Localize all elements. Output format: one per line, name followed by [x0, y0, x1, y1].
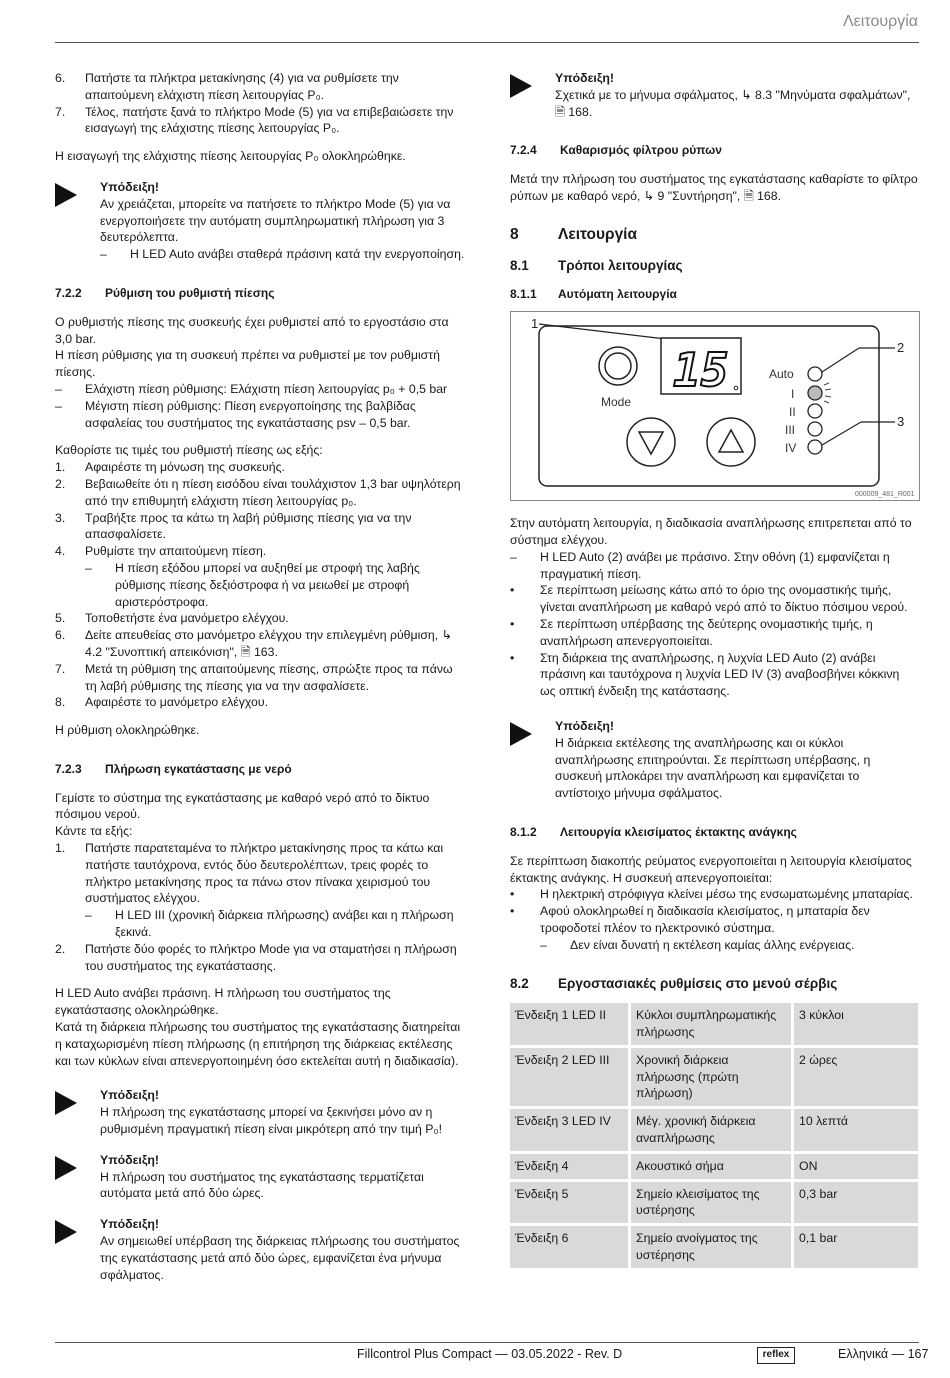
- list-item: 2. Βεβαιωθείτε ότι η πίεση εισόδου είναι τουλάχιστον 1,3 bar υψηλότερη από την επιθυμητή ελάχιστη πίεση λειτουργίας p₀.: [55, 476, 461, 508]
- reflex-logo: reflex: [757, 1347, 795, 1364]
- paragraph: Η LED Auto ανάβει πράσινη. Η πλήρωση του συστήματος της εγκατάστασης ολοκληρώθηκε.: [55, 986, 391, 1018]
- note-title: Υπόδειξη!: [100, 1152, 159, 1167]
- down-button: [627, 418, 675, 466]
- footer-rule: [55, 1342, 919, 1343]
- table-row: [510, 1182, 918, 1224]
- list-item: – Η πίεση εξόδου μπορεί να αυξηθεί με στροφή της λαβής ρύθμισης πίεσης δεξιόστροφα ή να μειωθεί με στροφή αριστερόστροφα.: [85, 560, 420, 609]
- arrow-icon: [510, 70, 555, 120]
- note-box: [510, 718, 918, 802]
- paragraph: Στην αυτόματη λειτουργία, η διαδικασία αναπλήρωσης επιτρεπεται από το σύστημα ελέγχου.: [510, 516, 912, 547]
- list-item: • Σε περίπτωση υπέρβασης της δεύτερης ονομαστικής τιμής, η αναπλήρωση απενεργοποιείται.: [510, 616, 873, 648]
- table-cell: Κύκλοι συμπληρωματικής πλήρωσης: [631, 1003, 791, 1045]
- note-title: Υπόδειξη!: [100, 179, 159, 194]
- table-cell: Χρονική διάρκεια πλήρωσης (πρώτη πλήρωση): [631, 1048, 791, 1106]
- footer-document: Fillcontrol Plus Compact — 03.05.2022 - Rev. D: [357, 1347, 623, 1361]
- section-heading: 7.2.4 Καθαρισμός φίλτρου ρύπων: [510, 143, 722, 158]
- table-row: [510, 1003, 918, 1045]
- section-heading: 7.2.2 Ρύθμιση του ρυθμιστή πίεσης: [55, 285, 275, 300]
- arrow-icon: [55, 179, 100, 263]
- section-heading: 8.1 Τρόποι λειτουργίας: [510, 257, 683, 273]
- led-auto: [808, 367, 822, 381]
- callout-2: 2: [897, 340, 905, 356]
- list-item: 7. Τέλος, πατήστε ξανά το πλήκτρο Mode (5) για να επιβεβαιώσετε την εισαγωγή της ελάχιστης πίεσης λειτουργίας P₀.: [55, 104, 454, 136]
- service-settings-table: [507, 1000, 921, 1271]
- running-header: Λειτουργία: [842, 13, 918, 30]
- table-cell: 10 λεπτά: [794, 1109, 918, 1151]
- list-item: – Η LED Auto (2) ανάβει με πράσινο. Στην οθόνη (1) εμφανίζεται η πραγματική πίεση.: [510, 549, 890, 581]
- control-panel-figure: [510, 311, 920, 501]
- list-item: 1. Αφαιρέστε τη μόνωση της συσκευής.: [55, 460, 285, 475]
- table-cell: Μέγ. χρονική διάρκεια αναπλήρωσης: [631, 1109, 791, 1151]
- note-text: Σχετικά με το μήνυμα σφάλματος, ↳ 8.3 "Μηνύματα σφαλμάτων", 🗎 168.: [555, 87, 911, 119]
- note-text: Αν σημειωθεί υπέρβαση της διάρκειας πλήρωσης του συστήματος της εγκατάστασης μετά από δύο ώρες, εμφανίζεται ένα μήνυμα σφάλματος.: [100, 1234, 460, 1282]
- list-item: 7. Μετά τη ρύθμιση της απαιτούμενης πίεσης, σπρώξτε προς τα πάνω τη λαβή ρύθμισης της πίεσης για να την ασφαλίσετε.: [55, 661, 453, 693]
- header-rule: [55, 42, 919, 43]
- section-heading: 8.2 Εργοστασιακές ρυθμίσεις στο μενού σέρβις: [510, 975, 838, 991]
- table-cell: Σημείο ανοίγματος της υστέρησης: [631, 1226, 791, 1268]
- led-iii: [808, 422, 822, 436]
- table-cell: Ακουστικό σήμα: [631, 1154, 791, 1179]
- mode-label: Mode: [601, 395, 632, 410]
- led-label-auto: Auto: [769, 367, 794, 382]
- lcd-value: 15: [673, 343, 729, 398]
- paragraph: Γεμίστε το σύστημα της εγκατάστασης με καθαρό νερό από το δίκτυο πόσιμου νερού.: [55, 790, 430, 822]
- table-row: [510, 1154, 918, 1179]
- note-title: Υπόδειξη!: [100, 1088, 159, 1103]
- list-item: 4. Ρυθμίστε την απαιτούμενη πίεση.: [55, 544, 267, 559]
- section-heading: 8.1.1 Αυτόματη λειτουργία: [510, 287, 677, 302]
- section-heading: 8.1.2 Λειτουργία κλεισίματος έκτακτης ανάγκης: [510, 824, 797, 839]
- list-item: 8. Αφαιρέστε το μανόμετρο ελέγχου.: [55, 695, 269, 710]
- arrow-icon: [55, 1087, 100, 1137]
- list-item: • Η ηλεκτρική στρόφιγγα κλείνει μέσω της ενσωματωμένης μπαταρίας.: [510, 887, 913, 902]
- table-cell: 2 ώρες: [794, 1048, 918, 1106]
- list-item: • Σε περίπτωση μείωσης κάτω από το όριο της ονομαστικής τιμής, γίνεται αναπλήρωση με καθαρό νερό από το δίκτυο πόσιμου νερού.: [510, 583, 908, 615]
- list-item: • Αφού ολοκληρωθεί η διαδικασία κλεισίματος, η μπαταρία δεν τροφοδοτεί πλέον το ηλεκτρονικό σύστημα.: [510, 904, 870, 935]
- led-i: [808, 386, 822, 400]
- note-text: Η πλήρωση της εγκατάστασης μπορεί να ξεκινήσει μόνο αν η ρυθμισμένη πραγματική πίεση είναι μικρότερη από την τιμή P₀!: [100, 1105, 443, 1137]
- list-item: – Η LED III (χρονική διάρκεια πλήρωσης) ανάβει και η πλήρωση ξεκινά.: [85, 908, 454, 940]
- figure-code: 000009_481_R001: [855, 491, 915, 499]
- list-item: 2. Πατήστε δύο φορές το πλήκτρο Mode για να σταματήσει η πλήρωση του συστήματος της εγκατάστασης.: [55, 941, 457, 973]
- callout-3: 3: [897, 414, 905, 430]
- list-item: • Στη διάρκεια της αναπλήρωσης, η λυχνία LED Auto (2) ανάβει πράσινη και ταυτόχρονα η λυχνία LED IV (3) αναβοσβήνει κόκκινη ως οπτική ένδειξη της κατάστασης.: [510, 650, 900, 699]
- table-cell: Ένδειξη 2 LED III: [510, 1048, 628, 1106]
- note-title: Υπόδειξη!: [100, 1217, 159, 1232]
- table-cell: ON: [794, 1154, 918, 1179]
- led-label-iv: IV: [785, 441, 797, 456]
- table-row: [510, 1109, 918, 1151]
- table-cell: Ένδειξη 1 LED II: [510, 1003, 628, 1045]
- table-cell: Ένδειξη 3 LED IV: [510, 1109, 628, 1151]
- note-box: [55, 1152, 465, 1202]
- table-cell: Ένδειξη 6: [510, 1226, 628, 1268]
- table-cell: Ένδειξη 5: [510, 1182, 628, 1224]
- paragraph: Μετά την πλήρωση του συστήματος της εγκατάστασης καθαρίστε το φίλτρο ρύπων με καθαρό νερό, ↳ 9 "Συντήρηση", 🗎 168.: [510, 172, 918, 203]
- list-item: 1. Πατήστε παρατεταμένα το πλήκτρο μετακίνησης προς τα κάτω και πατήστε ταυτόχρονα, εντός δύο δευτερολέπτων, τρεις φορές το πλήκτρο μετακίνησης προς τα πάνω στον πίνακα χειρισμού του συστήματος ελέγχου.: [55, 841, 444, 906]
- note-sub: Η LED Auto ανάβει σταθερά πράσινη κατά την ενεργοποίηση.: [130, 247, 465, 262]
- arrow-icon: [55, 1216, 100, 1283]
- paragraph: Κάντε τα εξής:: [55, 824, 133, 839]
- note-box: Υπόδειξη! Αν χρειάζεται, μπορείτε να πατήσετε το πλήκτρο Mode (5) για να ενεργοποιήσετε την αυτόματη συμπληρωματική πλήρωση για 3 δευτερόλεπτα. – Η LED Auto ανάβει σταθερά πράσινη κατά την ενεργοποίηση.: [55, 179, 465, 263]
- arrow-icon: [55, 1152, 100, 1202]
- paragraph: Σε περίπτωση διακοπής ρεύματος ενεργοποιείται η λειτουργία κλεισίματος έκτακτης ανάγκης. Η συσκευή απενεργοποιείται:: [510, 853, 912, 885]
- left-column: [55, 70, 465, 1297]
- table-cell: Ένδειξη 4: [510, 1154, 628, 1179]
- table-cell: 0,3 bar: [794, 1182, 918, 1224]
- list-item: 6. Πατήστε τα πλήκτρα μετακίνησης (4) για να ρυθμίσετε την απαιτούμενη ελάχιστη πίεση λειτουργίας P₀.: [55, 71, 399, 102]
- led-label-iii: III: [785, 423, 796, 438]
- list-item: – Ελάχιστη πίεση ρύθμισης: Ελάχιστη πίεση λειτουργίας p₀ + 0,5 bar: [55, 381, 448, 396]
- callout-1: 1: [531, 316, 539, 332]
- list-item: – Δεν είναι δυνατή η εκτέλεση καμίας άλλης ενέργειας.: [540, 937, 855, 952]
- table-cell: 3 κύκλοι: [794, 1003, 918, 1045]
- paragraph: Καθορίστε τις τιμές του ρυθμιστή πίεσης ως εξής:: [55, 443, 323, 458]
- paragraph: Κατά τη διάρκεια πλήρωσης του συστήματος της εγκατάστασης διατηρείται η καταχωρισμένη πίεση πλήρωσης (η επιτήρηση της διάρκειας εκτέλεσης και των κύκλων είναι απενεργοποιημένη όσο εκτελείται αυτή η διαδικασία).: [55, 1020, 461, 1068]
- list-item: 5. Τοποθετήστε ένα μανόμετρο ελέγχου.: [55, 611, 289, 626]
- led-label-ii: II: [789, 405, 796, 420]
- list-item: – Μέγιστη πίεση ρύθμισης: Πίεση ενεργοποίησης της βαλβίδας ασφαλείας του συστήματος της εγκατάστασης psv – 0,5 bar.: [55, 398, 416, 430]
- note-text: Η πλήρωση του συστήματος της εγκατάστασης τερματίζεται αυτόματα μετά από δύο ώρες.: [100, 1169, 424, 1201]
- table-cell: 0,1 bar: [794, 1226, 918, 1268]
- table-cell: Σημείο κλεισίματος της υστέρησης: [631, 1182, 791, 1224]
- note-box: [55, 1087, 465, 1137]
- note-box: [55, 1216, 465, 1283]
- right-column: [510, 70, 918, 1271]
- list-item: 3. Τραβήξτε προς τα κάτω τη λαβή ρύθμισης πίεσης για να την απασφαλίσετε.: [55, 510, 412, 542]
- arrow-icon: [510, 718, 555, 802]
- note-box: [510, 70, 918, 120]
- control-panel-drawing: [511, 312, 919, 500]
- page-number: Ελληνικά — 167: [838, 1347, 929, 1361]
- paragraph: Η εισαγωγή της ελάχιστης πίεσης λειτουργίας P₀ ολοκληρώθηκε.: [55, 149, 406, 164]
- note-text: Η διάρκεια εκτέλεσης της αναπλήρωσης και οι κύκλοι αναπλήρωσης επιτηρούνται. Σε περίπτωση υπέρβασης, η συσκευή μπλοκάρει την αναπλήρωση και εμφανίζεται το αντίστοιχο μήνυμα σφάλματος.: [555, 735, 871, 801]
- paragraph: Η ρύθμιση ολοκληρώθηκε.: [55, 723, 200, 738]
- paragraph: Η πίεση ρύθμισης για τη συσκευή πρέπει να ρυθμιστεί με τον ρυθμιστή πίεσης.: [55, 348, 440, 380]
- led-label-i: I: [791, 387, 795, 402]
- note-title: Υπόδειξη!: [555, 718, 614, 733]
- up-button: [707, 418, 755, 466]
- paragraph: Ο ρυθμιστής πίεσης της συσκευής έχει ρυθμιστεί από το εργοστάσιο στα 3,0 bar.: [55, 314, 449, 346]
- note-text: Αν χρειάζεται, μπορείτε να πατήσετε το πλήκτρο Mode (5) για να ενεργοποιήσετε την αυτόματη συμπληρωματική πλήρωση για 3 δευτερόλεπτα.: [100, 196, 451, 245]
- mode-button-inner: [605, 353, 631, 379]
- table-row: [510, 1048, 918, 1106]
- chapter-heading: 8 Λειτουργία: [510, 225, 638, 243]
- table-row: [510, 1226, 918, 1268]
- led-ii: [808, 404, 822, 418]
- section-heading: 7.2.3 Πλήρωση εγκατάστασης με νερό: [55, 761, 292, 776]
- list-item: 6. Δείτε απευθείας στο μανόμετρο ελέγχου την επιλεγμένη ρύθμιση, ↳ 4.2 "Συνοπτική απεικόνιση", 🗎 163.: [55, 628, 452, 659]
- note-title: Υπόδειξη!: [555, 71, 614, 85]
- led-iv: [808, 440, 822, 454]
